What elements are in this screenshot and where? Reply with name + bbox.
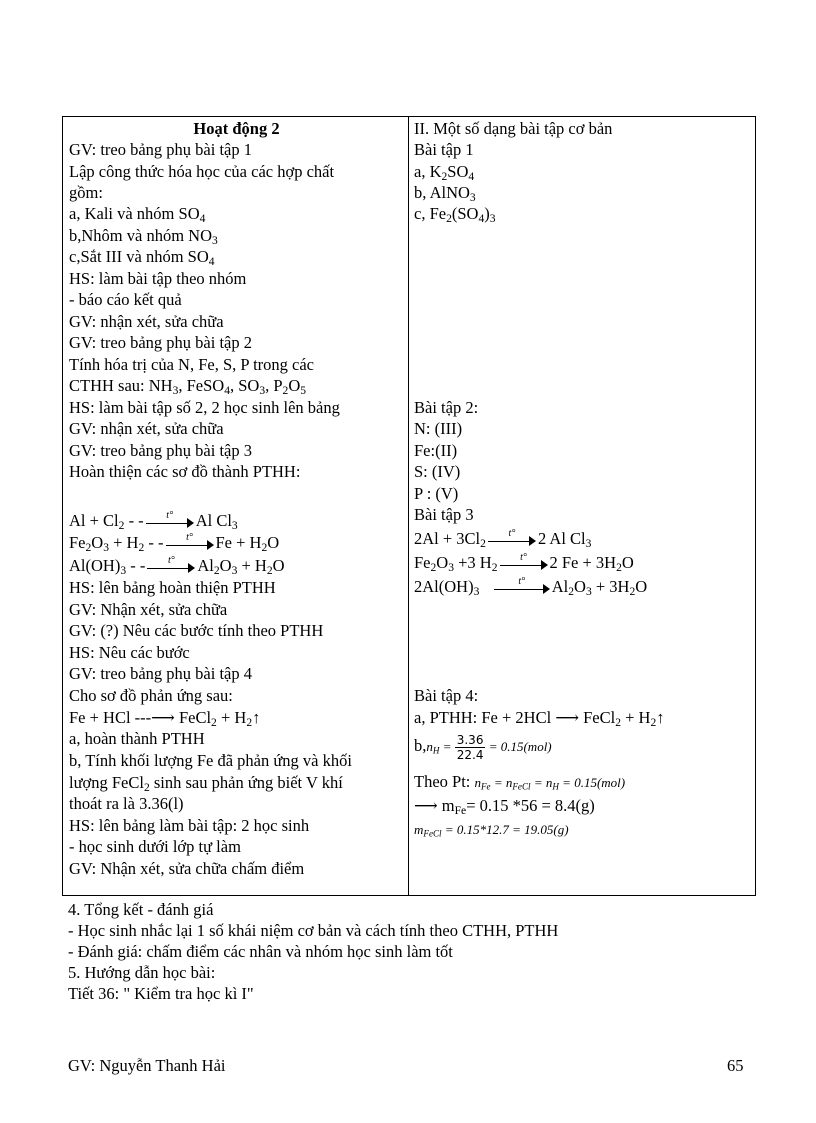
- equation-3: $Al(OH)_3$ - - t° $Al_2O_3 + H_2O$: [69, 555, 285, 577]
- reaction-arrow: t°: [488, 533, 536, 547]
- text-line: a, hoàn thành PTHH: [69, 729, 205, 748]
- text-line: HS: làm bài tập số 2, 2 học sinh lên bảng: [69, 398, 340, 417]
- reaction-arrow: t°: [500, 557, 548, 571]
- footer-author: GV: Nguyễn Thanh Hải: [68, 1056, 226, 1075]
- equation-1: $Al + Cl_2$ - - t° Al $Cl_3$: [69, 510, 238, 532]
- mass-fe-line: ⟶ $m_{Fe}= 0.15$ *56 = 8.4(g): [414, 796, 595, 817]
- text-line: - học sinh dưới lớp tự làm: [69, 837, 241, 856]
- text-line: GV: treo bảng phụ bài tập 2: [69, 333, 252, 352]
- text-line: GV: nhận xét, sửa chữa: [69, 312, 224, 331]
- text-line: HS: Nêu các bước: [69, 643, 190, 662]
- text-line: HS: lên bảng hoàn thiện PTHH: [69, 578, 276, 597]
- lesson-table: [62, 116, 756, 896]
- text-line: gồm:: [69, 183, 103, 202]
- equation-answer-2: $Fe_2O_3 +3$ $H_2$ t° 2 $Fe + 3H_2O$: [414, 552, 634, 574]
- fraction: $\frac{3.36}{22.4}$: [456, 732, 484, 762]
- answer-line: Fe:(II): [414, 441, 458, 460]
- equation-2: $Fe_2O_3 + H_2$ - - t° $Fe + H_2O$: [69, 532, 280, 554]
- answer-line: a, PTHH: Fe + 2HCl ⟶ FeCl$_2$ + $H_2↑$: [414, 708, 665, 729]
- answer-line: P : (V): [414, 484, 459, 503]
- reaction-arrow: t°: [494, 581, 550, 595]
- answer-line: b, AlNO$_3$: [414, 183, 476, 204]
- text-line: GV: (?) Nêu các bước tính theo PTHH: [69, 621, 324, 640]
- text-line: HS: lên bảng làm bài tập: 2 học sinh: [69, 816, 310, 835]
- summary-line: Tiết 36: " Kiểm tra học kì I": [68, 984, 254, 1003]
- text-line: Tính hóa trị của N, Fe, S, P trong các: [69, 355, 315, 374]
- answer-line: N: (III): [414, 419, 463, 438]
- text-line: thoát ra là 3.36(l): [69, 794, 184, 813]
- equation-answer-3: $2Al(OH)_3$ t° $Al_2O_3 + 3H_2O$: [414, 576, 648, 598]
- text-line: c,Sắt III và nhóm $SO_4$: [69, 247, 215, 268]
- text-line: GV: Nhận xét, sửa chữa chấm điểm: [69, 859, 305, 878]
- text-line: GV: nhận xét, sửa chữa: [69, 419, 224, 438]
- theory-line: Theo Pt: $n_{Fe} = n_{FeCl} = n_H = 0.15(mol)$: [414, 772, 626, 792]
- reaction-arrow: t°: [166, 537, 214, 551]
- text-line: lượng FeCl$_2$ sinh sau phản ứng biết V khí: [69, 773, 343, 794]
- summary-line: 5. Hướng dẫn học bài:: [68, 963, 216, 982]
- page-number: 65: [727, 1056, 744, 1075]
- summary-line: - Đánh giá: chấm điểm các nhân và nhóm học sinh làm tốt: [68, 942, 453, 961]
- text-line: Hoàn thiện các sơ đồ thành PTHH:: [69, 462, 301, 481]
- text-line: Cho sơ đồ phản ứng sau:: [69, 686, 233, 705]
- exercise-label: Bài tập 2:: [414, 398, 479, 417]
- text-line: - báo cáo kết quả: [69, 290, 182, 309]
- exercise-label: Bài tập 3: [414, 505, 474, 524]
- text-line: b,Nhôm và nhóm $NO_3$: [69, 226, 218, 247]
- mole-calculation: $b,n_H$ = $\frac{3.36}{22.4}$ = 0.15(mol): [414, 732, 552, 762]
- text-line: b, Tính khối lượng Fe đã phản ứng và khối: [69, 751, 352, 770]
- text-line: GV: Nhận xét, sửa chữa: [69, 600, 228, 619]
- reaction-arrow: t°: [146, 515, 194, 529]
- summary-line: 4. Tổng kết - đánh giá: [68, 900, 214, 919]
- text-line: a, Kali và nhóm $SO_4$: [69, 204, 206, 225]
- text-line: Lập công thức hóa học của các hợp chất: [69, 162, 335, 181]
- answer-line: a, $K_2SO_4$: [414, 162, 475, 183]
- text-line: GV: treo bảng phụ bài tập 4: [69, 664, 252, 683]
- column-divider: [408, 117, 409, 895]
- text-line: HS: làm bài tập theo nhóm: [69, 269, 247, 288]
- activity-title: Hoạt động 2: [193, 119, 280, 138]
- section-heading: II. Một số dạng bài tập cơ bản: [414, 119, 613, 138]
- text-line: CTHH sau: $NH_3$, FeSO$_4$, $SO_3$, $P_2O_5$: [69, 376, 307, 397]
- exercise-label: Bài tập 4:: [414, 686, 479, 705]
- exercise-label: Bài tập 1: [414, 140, 474, 159]
- equation-answer-1: $2Al + 3Cl_2$ t° 2 Al $Cl_3$: [414, 528, 592, 550]
- reaction-arrow: t°: [147, 560, 195, 574]
- mass-fecl2-line: $m_{FeCl} = 0.15*12.7 = 19.05(g)$: [414, 822, 569, 839]
- summary-line: - Học sinh nhắc lại 1 số khái niệm cơ bản và cách tính theo CTHH, PTHH: [68, 921, 559, 940]
- text-line: Fe + HCl ---⟶ FeCl$_2$ + $H_2↑$: [69, 708, 261, 729]
- text-line: GV: treo bảng phụ bài tập 1: [69, 140, 252, 159]
- text-line: GV: treo bảng phụ bài tập 3: [69, 441, 252, 460]
- answer-line: S: (IV): [414, 462, 461, 481]
- answer-line: c, $Fe_2(SO_4)_3$: [414, 204, 496, 225]
